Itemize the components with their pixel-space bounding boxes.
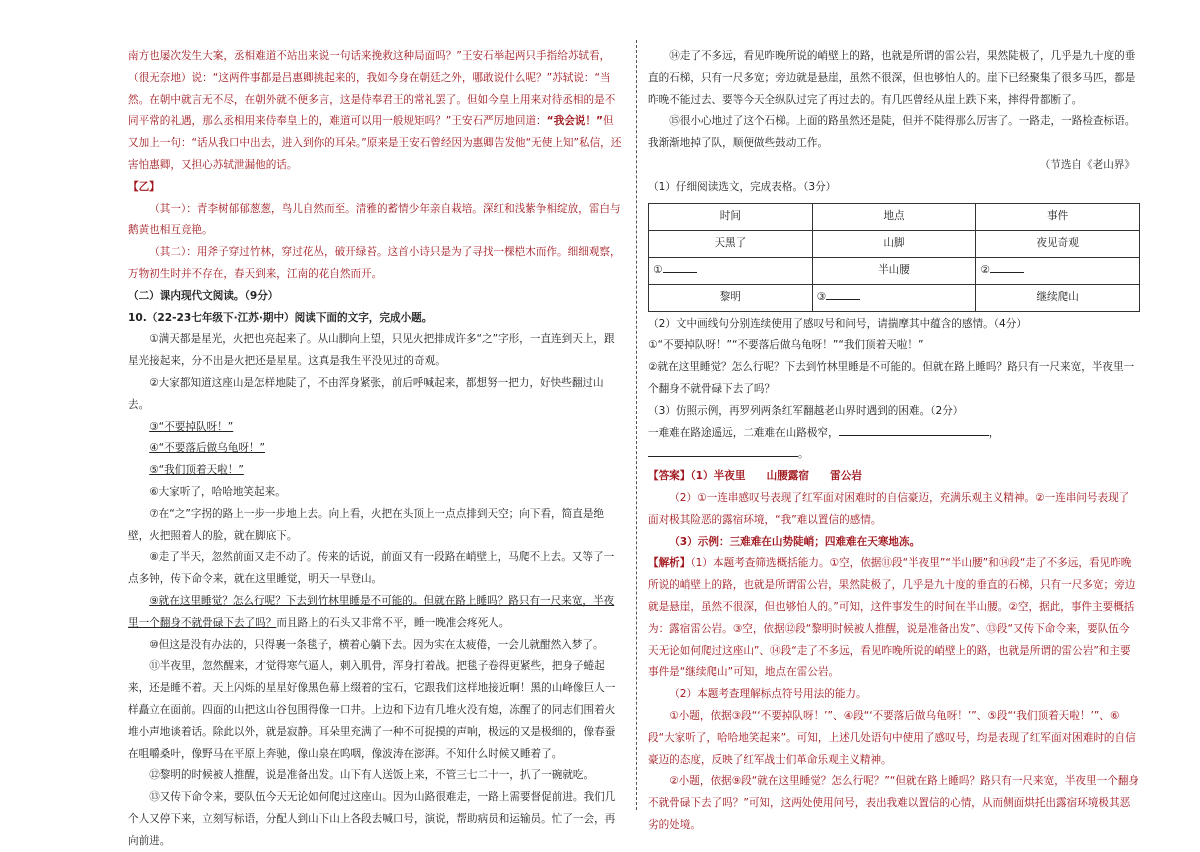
table-cell: 继续爬山 (976, 284, 1140, 311)
question-10-heading: 10.（22-23七年级下·江苏·期中）阅读下面的文字，完成小题。 (128, 311, 433, 324)
table-cell: 山脚 (812, 230, 976, 257)
table-cell-blank (649, 257, 813, 284)
answer-3: （3）示例：三难难在山势陡峭；四难难在天寒地冻。 (669, 535, 921, 548)
answer-blank[interactable] (990, 262, 1024, 273)
passage-paragraph-9 (128, 591, 623, 635)
table-cell-blank (812, 284, 976, 311)
passage-paragraph-4: ④“不要落后做乌龟呀！” (149, 442, 266, 455)
section-yi-label: 【乙】 (128, 180, 160, 193)
answer-blank[interactable] (648, 446, 798, 457)
table-row (649, 284, 1140, 311)
left-column (128, 46, 623, 852)
analysis-2b: ②小题，依据⑨段“就在这里睡觉？怎么行呢？”“但就在路上睡吗？路只有一尺来宽，半夜里一个翻身不就骨碌下去了吗？”可知，这两处使用问号，表出我难以置信的心情，从而侧面烘托出露宿环境极其恶劣的处境。 (648, 775, 1139, 831)
blank-number: ③ (816, 290, 827, 303)
poem-translation-2: （其二）：用斧子穿过竹林，穿过花丛，破开绿苔。这首小诗只是为了寻找一棵桤木而作。细细观察，万物初生时并不存在，春天到来，江南的花自然而开。 (128, 246, 621, 280)
passage-paragraph-6: ⑥大家听了，哈哈地笑起来。 (149, 485, 286, 498)
analysis-2: （2）本题考查理解标点符号用法的能力。 (669, 688, 867, 701)
passage-paragraph-15: ⑮很小心地过了这个石梯。上面的路虽然还是陡，但并不陡得那么厉害了。一路走，一路检查标语。我渐渐地掉了队，顺便做些鼓动工作。 (648, 115, 1136, 150)
answer-block (648, 466, 1139, 488)
question-3: （3）仿照示例，再罗列两条红军翻越老山界时遇到的困难。（2分） (648, 404, 964, 417)
passage-paragraph-14: ⑭走了不多远，看见昨晚所说的峭壁上的路，也就是所谓的雷公岩，果然陡极了，几乎是九十度的垂直的石梯，只有一尺多宽；旁边就是悬崖，虽然不很深，但也够怕人的。崖下已经聚集了很多马匹，都是昨晚不能过去、要等今天全纵队过完了再过去的。有几匹曾经从崖上跌下来，摔得骨都断了。 (648, 50, 1136, 106)
analysis-1: （1）本题考查筛选概括能力。①空，依据⑪段“半夜里”“半山腰”和⑭段“走了不多远，看见昨晚所说的峭壁上的路，也就是所谓雷公岩，果然陡极了，几乎是九十度的垂直的石梯，只有一尺多宽；旁边就是悬崖，虽然不很深，但也够怕人的。”可知，这件事发生的时间在半山腰。②空，据此，事件主要概括为：露宿雷公岩。③空，依据⑫段“黎明时候被人推醒，说是准备出发”、⑬段“又传下命令来，要队伍今天无论如何爬过这座山”、⑭段“走了不多远，看见昨晚所说的峭壁上的路，也就是所谓的雷公岩”和主要事件是“继续爬山”可知，地点在雷公岩。 (648, 557, 1136, 679)
question-2-item-2: ②就在这里睡觉？怎么行呢？下去到竹林里睡是不可能的。但就在路上睡吗？路只有一尺来宽，半夜里一个翻身不就骨碌下去了吗？ (648, 361, 1135, 395)
underlined-sentence: ⑨就在这里睡觉？怎么行呢？下去到竹林里睡是不可能的。但就在路上睡吗？路只有一尺来宽，半夜里一个翻身不就骨碌下去了吗？ (128, 594, 615, 629)
poem-translation-1: （其一）：青李树郁郁葱葱，鸟儿自然而至。清雅的蓄情少年亲自栽培。深红和浅紫争相绽放，雷白与鹅黄也相互竞艳。 (128, 202, 621, 237)
table-header-row (649, 203, 1140, 230)
question-2-item-1: ①“不要掉队呀！”“不要落后做乌龟呀！”“我们顶着天啦！” (648, 339, 924, 352)
table-row (649, 230, 1140, 257)
passage-paragraph-12: ⑫黎明的时候被人推醒，说是准备出发。山下有人送饭上来，不管三七二十一，扒了一碗就吃。 (149, 769, 595, 782)
table-cell: 夜见奇观 (976, 230, 1140, 257)
analysis-block (648, 553, 1139, 684)
passage-paragraph-9-tail: 而且路上的石头又非常不平，睡一晚准会疼死人。 (276, 616, 510, 629)
example-text: 一难难在路途遥远，二难难在山路极窄， (648, 426, 839, 439)
answer-1: （1）半夜里 山腰露宿 雷公岩 (690, 470, 862, 483)
answer-table (648, 203, 1140, 312)
translation-tail: 但又加上一句：“话从我口中出去，进入到你的耳朵。”原来是王安石曾经因为惠卿告发他“无使上知”私信，还害怕惠卿，又担心苏轼泄漏他的话。 (128, 115, 622, 171)
passage-paragraph-11: ⑪半夜里，忽然醒来，才觉得寒气逼人，刺入肌骨，浑身打着战。把毯子卷得更紧些，把身子蜷起来，还是睡不着。天上闪烁的星星好像黑色幕上缀着的宝石，它跟我们这样地接近啊！黑的山峰像巨人一样矗立在面前。四面的山把这山谷包围得像一口井。上边和下边有几堆火没有熄，冻醒了的同志们围着火堆小声地谈着话。除此以外，就是寂静。耳朵里充满了一种不可捉摸的声响，极远的又是极细的，像春蚕在咀嚼桑叶，像野马在平原上奔驰，像山泉在呜咽，像波涛在澎湃。不知什么时候又睡着了。 (128, 660, 616, 760)
question-1: （1）仔细阅读选文，完成表格。（3分） (648, 180, 837, 193)
answer-2: （2）①一连串感叹号表现了红军面对困难时的自信豪迈，充满乐观主义精神。②一连串问号表现了面对极其险恶的露宿环境，“我”难以置信的感情。 (648, 491, 1130, 526)
column-divider (636, 40, 637, 810)
table-header: 事件 (976, 203, 1140, 230)
answer-blank[interactable] (663, 262, 697, 273)
passage-paragraph-13: ⑬又传下命令来，要队伍今天无论如何爬过这座山。因为山路很难走，一路上需要督促前进。我们几个人又停下来，立刻写标语，分配人到山下山上各段去喊口号，演说，帮助病员和运输员。忙了一会，再向前进。 (128, 791, 616, 847)
table-cell-blank (976, 257, 1140, 284)
passage-paragraph-8: ⑧走了半天，忽然前面又走不动了。传来的话说，前面又有一段路在峭壁上，马爬不上去。又等了一点多钟，传下命令来，就在这里睡觉，明天一早登山。 (128, 551, 615, 586)
translation-quote: “我会说！” (546, 115, 603, 128)
blank-number: ① (653, 263, 663, 276)
table-row (649, 257, 1140, 284)
table-header: 时间 (649, 203, 813, 230)
question-2: （2）文中画线句分别连续使用了感叹号和问号，请揣摩其中蕴含的感情。（4分） (648, 317, 1027, 330)
answer-blank[interactable] (839, 425, 989, 436)
passage-paragraph-1: ①满天都是星光，火把也亮起来了。从山脚向上望，只见火把排成许多“之”字形，一直连到天上，跟星光接起来，分不出是火把还是星星。这真是我生平没见过的奇观。 (128, 333, 615, 368)
translation-text: 南方也屡次发生大案，丞相难道不站出来说一句话来挽救这种局面吗？”王安石举起两只手指给苏轼看，（很无奈地）说：“这两件事都是吕惠卿挑起来的，我如今身在朝廷之外，哪敢说什么呢？”苏轼说：“当然。在朝中就言无不尽，在朝外就不便多言，这是侍奉君王的常礼罢了。但如今皇上用来对待丞相的是不同平常的礼遇，那么丞相用来侍奉皇上的，难道可以用一般规矩吗？”王安石严厉地回道： (128, 50, 616, 128)
translation-paragraph (128, 46, 623, 177)
answer-blank[interactable] (826, 289, 860, 300)
passage-source: （节选自《老山界》 (1039, 158, 1135, 171)
passage-paragraph-2: ②大家都知道这座山是怎样地陡了，不由浑身紧张，前后呼喊起来，都想努一把力，好快些翻过山去。 (128, 376, 604, 411)
passage-paragraph-10: ⑩但这是没有办法的，只得裹一条毯子，横着心躺下去。因为实在太疲倦，一会儿就酣然入梦了。 (149, 638, 604, 651)
question-3-example: 一难难在路途遥远，二难难在山路极窄， ，。 (648, 426, 1000, 461)
analysis-label: 【解析】 (648, 557, 691, 570)
table-header: 地点 (812, 203, 976, 230)
right-column (648, 46, 1139, 837)
analysis-2a: ①小题，依据③段“‘不要掉队呀！’”、④段“‘不要落后做乌龟呀！’”、⑤段“‘我们顶着天啦！’”、⑥段“大家听了，哈哈地笑起来”。可知，上述几处语句中使用了感叹号，均是表现了红军面对困难时的自信豪迈的态度，反映了红军战士们革命乐观主义精神。 (648, 709, 1136, 766)
section-heading: （二）课内现代文阅读。（9分） (128, 289, 279, 302)
passage-paragraph-7: ⑦在“之”字拐的路上一步一步地上去。向上看，火把在头顶上一点点排到天空；向下看，简直是绝壁，火把照着人的脸，就在脚底下。 (128, 507, 605, 542)
table-cell: 黎明 (649, 284, 813, 311)
table-cell: 半山腰 (812, 257, 976, 284)
table-cell: 天黑了 (649, 230, 813, 257)
answer-label: 【答案】 (648, 470, 691, 483)
blank-number: ② (980, 263, 990, 276)
passage-paragraph-5: ⑤“我们顶着天啦！” (149, 464, 244, 477)
passage-paragraph-3: ③“不要掉队呀！” (149, 420, 234, 433)
